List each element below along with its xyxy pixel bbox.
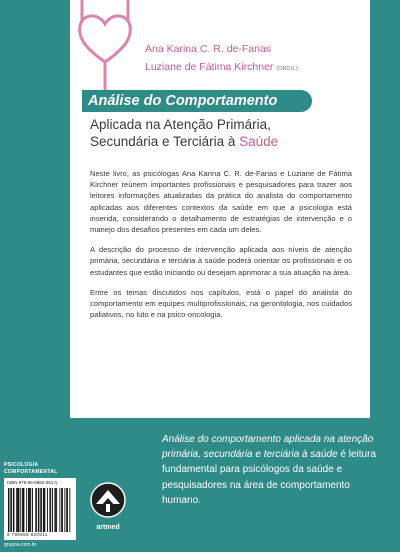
barcode-bar — [13, 488, 14, 532]
publisher-mark-icon — [91, 483, 125, 517]
quote-italic: Análise do comportamento aplicada na atenção primária, secundária e terciária à saúde — [162, 434, 374, 461]
barcode-bar — [22, 488, 23, 532]
orgs-tag: (ORGS.) — [276, 66, 298, 72]
barcode-bars — [7, 488, 73, 532]
heart-stethoscope-icon — [70, 0, 140, 95]
barcode-bar — [17, 488, 18, 532]
barcode-bar — [38, 488, 39, 532]
barcode-digits: 9 786558 820611 — [7, 532, 48, 537]
authors-block — [145, 40, 370, 78]
barcode-bar — [23, 488, 24, 532]
barcode-bar — [49, 488, 50, 532]
barcode-bar — [59, 488, 60, 532]
barcode-bar — [66, 488, 67, 532]
barcode-bar — [18, 488, 19, 532]
barcode-bar — [40, 488, 41, 532]
subtitle-line-2 — [90, 133, 360, 150]
category-line-1: PSICOLOGIA — [4, 462, 39, 468]
barcode-bar — [30, 488, 31, 532]
subtitle-accent: Saúde — [239, 134, 279, 149]
author-2-name: Luziane de Fátima Kirchner — [145, 61, 274, 73]
barcode — [4, 478, 76, 540]
subtitle-line-2-main: Secundária e Terciária à — [90, 134, 240, 149]
barcode-bar — [50, 488, 51, 532]
barcode-bar — [41, 488, 42, 532]
blurb-paragraph: A descrição do processo de intervenção aplicada aos níveis de atenção primária, secundária e terciária à saúde poderá orientar os profissionais e os estudantes que estão iniciando ou desejam aprimorar a sua atuação na área. — [90, 245, 352, 277]
publisher-logo — [84, 480, 132, 532]
category-line-2: COMPORTAMENTAL — [4, 469, 58, 475]
barcode-bar — [11, 488, 12, 532]
barcode-bar — [28, 488, 29, 532]
barcode-bar — [20, 488, 21, 532]
barcode-bar — [64, 488, 65, 532]
barcode-bar — [52, 488, 53, 532]
blurb-paragraph: Neste livro, as psicólogas Ana Karina C. R. de-Farias e Luziane de Fátima Kirchner reúnem importantes profissionais e pesquisadores para trazer aos leitores informações atualizadas da prática do analista do comportamento aplicadas aos diferentes contextos da saúde em que a psicologia está inserida, considerando o detalhamento de estratégias de intervenção e o manejo dos desafios presentes em cada um deles. — [90, 169, 352, 235]
isbn-text: ISBN 978-65-5882-061-1 — [7, 480, 58, 485]
barcode-bar — [36, 488, 37, 532]
barcode-bar — [16, 488, 17, 532]
barcode-bar — [54, 488, 55, 532]
author-1: Ana Karina C. R. de-Farias — [145, 43, 272, 55]
blurb-paragraph: Entre os temas discutidos nos capítulos, está o papel do analista do comportamento em equipes multiprofissionais, na gerontologia, nos cuidados paliativos, no luto e na psico-oncologia. — [90, 287, 352, 320]
barcode-bar — [56, 488, 57, 532]
barcode-bar — [26, 488, 27, 532]
barcode-bar — [62, 488, 63, 532]
author-2 — [145, 58, 370, 78]
barcode-bar — [43, 488, 44, 532]
highlight-quote — [162, 432, 382, 508]
barcode-bar — [55, 488, 56, 532]
book-subtitle — [90, 116, 360, 150]
barcode-bar — [29, 488, 30, 532]
quote-rest: é leitura fundamental para psicólogos da saúde e pesquisadores na área de comportamento humano. — [162, 449, 377, 506]
barcode-bar — [32, 488, 33, 532]
barcode-bar — [67, 488, 68, 532]
subtitle-line-1: Aplicada na Atenção Primária, — [90, 117, 271, 132]
category-label — [4, 462, 57, 476]
barcode-bar — [44, 488, 45, 532]
barcode-bar — [10, 488, 11, 532]
book-title: Análise do Comportamento — [82, 90, 312, 112]
publisher-website: grupoa.com.br — [4, 542, 37, 548]
blurb — [90, 168, 352, 329]
barcode-bar — [35, 488, 36, 532]
publisher-name: artmed — [96, 524, 120, 531]
barcode-bar — [47, 488, 48, 532]
barcode-bar — [69, 488, 70, 532]
barcode-bar — [8, 488, 9, 532]
barcode-bar — [61, 488, 62, 532]
